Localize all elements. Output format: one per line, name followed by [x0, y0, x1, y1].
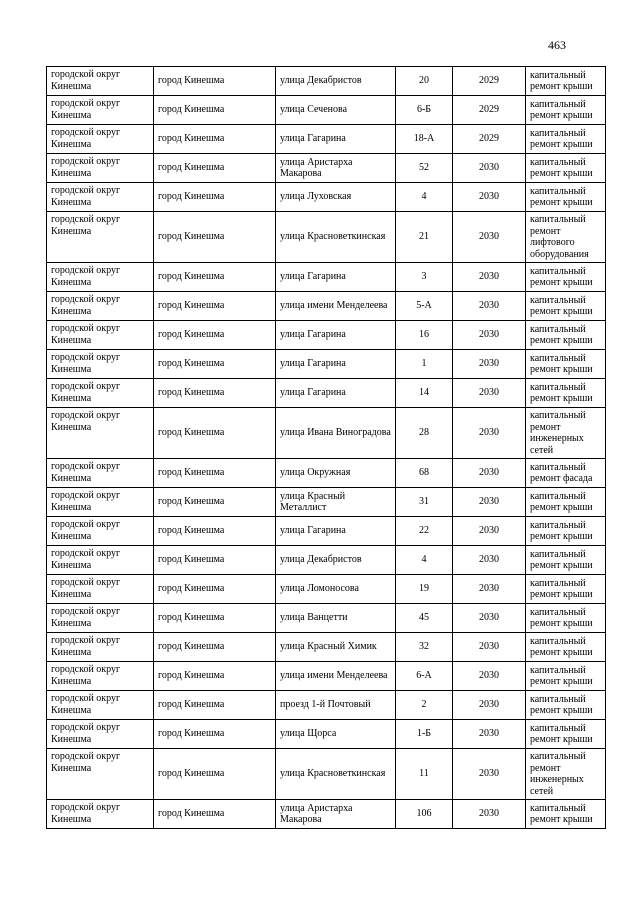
- area-cell: городской округ Кинешма: [47, 183, 154, 212]
- house-number-cell: 4: [396, 546, 453, 575]
- city-cell: город Кинешма: [154, 321, 276, 350]
- work-type-cell: капитальный ремонт крыши: [526, 125, 606, 154]
- house-number-cell: 28: [396, 408, 453, 459]
- city-cell: город Кинешма: [154, 292, 276, 321]
- year-cell: 2030: [453, 183, 526, 212]
- area-cell: городской округ Кинешма: [47, 212, 154, 263]
- table-row: [47, 720, 606, 749]
- work-type-cell: капитальный ремонт крыши: [526, 183, 606, 212]
- city-cell: город Кинешма: [154, 350, 276, 379]
- year-cell: 2030: [453, 604, 526, 633]
- work-type-cell: капитальный ремонт крыши: [526, 604, 606, 633]
- city-cell: город Кинешма: [154, 459, 276, 488]
- city-cell: город Кинешма: [154, 546, 276, 575]
- table-row: [47, 263, 606, 292]
- year-cell: 2030: [453, 321, 526, 350]
- year-cell: 2030: [453, 633, 526, 662]
- street-cell: улица Аристарха Макарова: [276, 800, 396, 829]
- table-row: [47, 662, 606, 691]
- table-row: [47, 350, 606, 379]
- house-number-cell: 1-Б: [396, 720, 453, 749]
- year-cell: 2030: [453, 546, 526, 575]
- city-cell: город Кинешма: [154, 125, 276, 154]
- work-type-cell: капитальный ремонт крыши: [526, 720, 606, 749]
- street-cell: улица Декабристов: [276, 546, 396, 575]
- year-cell: 2030: [453, 408, 526, 459]
- city-cell: город Кинешма: [154, 488, 276, 517]
- street-cell: проезд 1-й Почтовый: [276, 691, 396, 720]
- house-number-cell: 31: [396, 488, 453, 517]
- area-cell: городской округ Кинешма: [47, 350, 154, 379]
- work-type-cell: капитальный ремонт крыши: [526, 96, 606, 125]
- area-cell: городской округ Кинешма: [47, 691, 154, 720]
- area-cell: городской округ Кинешма: [47, 575, 154, 604]
- city-cell: город Кинешма: [154, 662, 276, 691]
- year-cell: 2030: [453, 517, 526, 546]
- street-cell: улица Луховская: [276, 183, 396, 212]
- area-cell: городской округ Кинешма: [47, 720, 154, 749]
- house-number-cell: 1: [396, 350, 453, 379]
- area-cell: городской округ Кинешма: [47, 749, 154, 800]
- house-number-cell: 21: [396, 212, 453, 263]
- work-type-cell: капитальный ремонт инженерных сетей: [526, 749, 606, 800]
- table-row: [47, 125, 606, 154]
- area-cell: городской округ Кинешма: [47, 662, 154, 691]
- house-number-cell: 45: [396, 604, 453, 633]
- street-cell: улица Декабристов: [276, 67, 396, 96]
- area-cell: городской округ Кинешма: [47, 546, 154, 575]
- street-cell: улица Окружная: [276, 459, 396, 488]
- area-cell: городской округ Кинешма: [47, 379, 154, 408]
- street-cell: улица Сеченова: [276, 96, 396, 125]
- area-cell: городской округ Кинешма: [47, 125, 154, 154]
- city-cell: город Кинешма: [154, 263, 276, 292]
- work-type-cell: капитальный ремонт крыши: [526, 662, 606, 691]
- table-row: [47, 517, 606, 546]
- house-number-cell: 14: [396, 379, 453, 408]
- work-type-cell: капитальный ремонт крыши: [526, 517, 606, 546]
- work-type-cell: капитальный ремонт крыши: [526, 67, 606, 96]
- page-number: 463: [548, 38, 566, 52]
- street-cell: улица Гагарина: [276, 350, 396, 379]
- house-number-cell: 16: [396, 321, 453, 350]
- year-cell: 2030: [453, 488, 526, 517]
- city-cell: город Кинешма: [154, 67, 276, 96]
- street-cell: улица Ванцетти: [276, 604, 396, 633]
- year-cell: 2030: [453, 379, 526, 408]
- work-type-cell: капитальный ремонт крыши: [526, 691, 606, 720]
- house-number-cell: 22: [396, 517, 453, 546]
- city-cell: город Кинешма: [154, 408, 276, 459]
- year-cell: 2030: [453, 459, 526, 488]
- street-cell: улица имени Менделеева: [276, 662, 396, 691]
- table-row: [47, 67, 606, 96]
- table-row: [47, 691, 606, 720]
- work-type-cell: капитальный ремонт крыши: [526, 575, 606, 604]
- table-row: [47, 633, 606, 662]
- year-cell: 2029: [453, 96, 526, 125]
- street-cell: улица Гагарина: [276, 517, 396, 546]
- city-cell: город Кинешма: [154, 749, 276, 800]
- area-cell: городской округ Кинешма: [47, 408, 154, 459]
- street-cell: улица Гагарина: [276, 321, 396, 350]
- table-row: [47, 379, 606, 408]
- area-cell: городской округ Кинешма: [47, 517, 154, 546]
- table-row: [47, 546, 606, 575]
- table-row: [47, 749, 606, 800]
- area-cell: городской округ Кинешма: [47, 67, 154, 96]
- house-number-cell: 20: [396, 67, 453, 96]
- area-cell: городской округ Кинешма: [47, 633, 154, 662]
- year-cell: 2029: [453, 125, 526, 154]
- table-row: [47, 800, 606, 829]
- area-cell: городской округ Кинешма: [47, 96, 154, 125]
- city-cell: город Кинешма: [154, 720, 276, 749]
- house-number-cell: 2: [396, 691, 453, 720]
- work-type-cell: капитальный ремонт крыши: [526, 263, 606, 292]
- house-number-cell: 52: [396, 154, 453, 183]
- table-row: [47, 604, 606, 633]
- house-number-cell: 5-А: [396, 292, 453, 321]
- street-cell: улица Красный Химик: [276, 633, 396, 662]
- city-cell: город Кинешма: [154, 633, 276, 662]
- house-number-cell: 18-А: [396, 125, 453, 154]
- year-cell: 2030: [453, 720, 526, 749]
- table-row: [47, 183, 606, 212]
- area-cell: городской округ Кинешма: [47, 800, 154, 829]
- city-cell: город Кинешма: [154, 183, 276, 212]
- work-type-cell: капитальный ремонт крыши: [526, 800, 606, 829]
- street-cell: улица Ломоносова: [276, 575, 396, 604]
- year-cell: 2030: [453, 800, 526, 829]
- year-cell: 2030: [453, 575, 526, 604]
- table-row: [47, 292, 606, 321]
- house-number-cell: 4: [396, 183, 453, 212]
- year-cell: 2030: [453, 212, 526, 263]
- work-type-cell: капитальный ремонт крыши: [526, 379, 606, 408]
- year-cell: 2030: [453, 691, 526, 720]
- year-cell: 2030: [453, 662, 526, 691]
- city-cell: город Кинешма: [154, 575, 276, 604]
- work-type-cell: капитальный ремонт лифтового оборудования: [526, 212, 606, 263]
- city-cell: город Кинешма: [154, 604, 276, 633]
- street-cell: улица Красноветкинская: [276, 212, 396, 263]
- table-row: [47, 459, 606, 488]
- work-type-cell: капитальный ремонт инженерных сетей: [526, 408, 606, 459]
- area-cell: городской округ Кинешма: [47, 488, 154, 517]
- city-cell: город Кинешма: [154, 379, 276, 408]
- area-cell: городской округ Кинешма: [47, 321, 154, 350]
- year-cell: 2030: [453, 749, 526, 800]
- city-cell: город Кинешма: [154, 691, 276, 720]
- house-number-cell: 19: [396, 575, 453, 604]
- house-number-cell: 3: [396, 263, 453, 292]
- table-row: [47, 154, 606, 183]
- city-cell: город Кинешма: [154, 96, 276, 125]
- house-number-cell: 11: [396, 749, 453, 800]
- street-cell: улица имени Менделеева: [276, 292, 396, 321]
- table-row: [47, 408, 606, 459]
- work-type-cell: капитальный ремонт крыши: [526, 546, 606, 575]
- street-cell: улица Гагарина: [276, 125, 396, 154]
- house-number-cell: 6-Б: [396, 96, 453, 125]
- table-row: [47, 212, 606, 263]
- work-type-cell: капитальный ремонт фасада: [526, 459, 606, 488]
- area-cell: городской округ Кинешма: [47, 154, 154, 183]
- area-cell: городской округ Кинешма: [47, 292, 154, 321]
- house-number-cell: 68: [396, 459, 453, 488]
- year-cell: 2030: [453, 154, 526, 183]
- table-row: [47, 575, 606, 604]
- table-row: [47, 96, 606, 125]
- table-row: [47, 488, 606, 517]
- works-table: [46, 66, 606, 829]
- table-row: [47, 321, 606, 350]
- street-cell: улица Щорса: [276, 720, 396, 749]
- street-cell: улица Гагарина: [276, 379, 396, 408]
- street-cell: улица Красноветкинская: [276, 749, 396, 800]
- city-cell: город Кинешма: [154, 800, 276, 829]
- work-type-cell: капитальный ремонт крыши: [526, 321, 606, 350]
- year-cell: 2030: [453, 263, 526, 292]
- house-number-cell: 106: [396, 800, 453, 829]
- city-cell: город Кинешма: [154, 517, 276, 546]
- city-cell: город Кинешма: [154, 212, 276, 263]
- work-type-cell: капитальный ремонт крыши: [526, 488, 606, 517]
- street-cell: улица Ивана Виноградова: [276, 408, 396, 459]
- street-cell: улица Аристарха Макарова: [276, 154, 396, 183]
- year-cell: 2030: [453, 350, 526, 379]
- year-cell: 2029: [453, 67, 526, 96]
- work-type-cell: капитальный ремонт крыши: [526, 154, 606, 183]
- area-cell: городской округ Кинешма: [47, 459, 154, 488]
- work-type-cell: капитальный ремонт крыши: [526, 292, 606, 321]
- work-type-cell: капитальный ремонт крыши: [526, 633, 606, 662]
- works-table-body: [47, 67, 606, 829]
- area-cell: городской округ Кинешма: [47, 263, 154, 292]
- street-cell: улица Красный Металлист: [276, 488, 396, 517]
- work-type-cell: капитальный ремонт крыши: [526, 350, 606, 379]
- city-cell: город Кинешма: [154, 154, 276, 183]
- house-number-cell: 6-А: [396, 662, 453, 691]
- area-cell: городской округ Кинешма: [47, 604, 154, 633]
- year-cell: 2030: [453, 292, 526, 321]
- house-number-cell: 32: [396, 633, 453, 662]
- street-cell: улица Гагарина: [276, 263, 396, 292]
